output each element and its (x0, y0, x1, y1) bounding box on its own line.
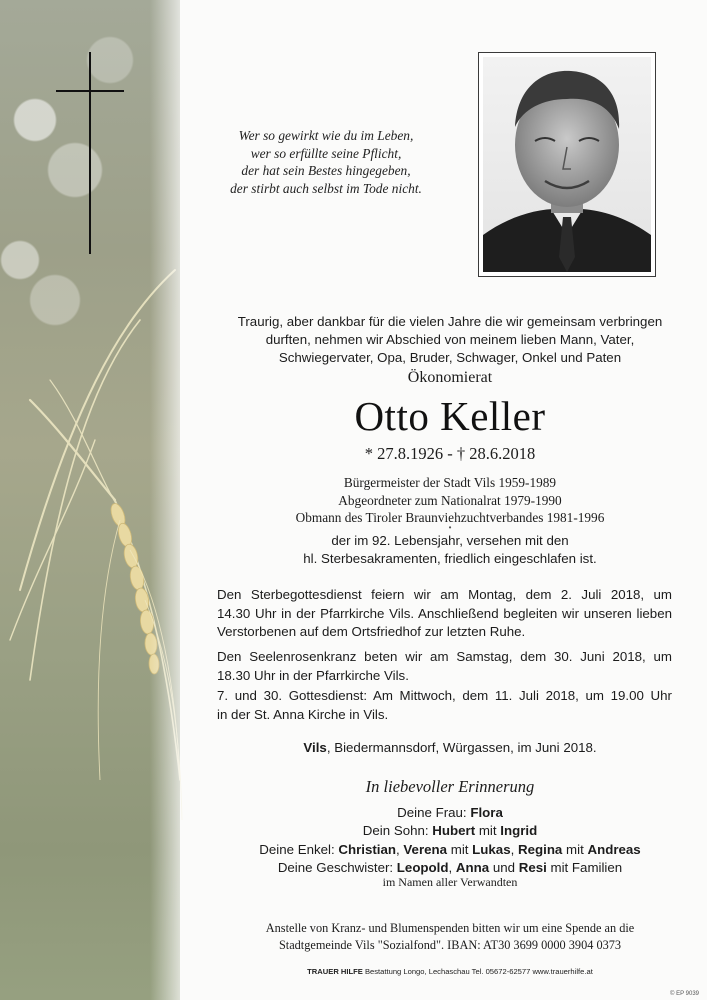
honorary-title: Ökonomierat (407, 369, 493, 386)
rosary-paragraph (217, 648, 672, 685)
verse-line: wer so erfüllte seine Pflicht, (250, 145, 402, 161)
paragraph-line: Den Sterbegottesdienst feiern wir am Montag, dem 2. Juli 2018, um (217, 587, 672, 602)
paragraph-line: Den Seelenrosenkranz beten wir am Samstag, dem 30. Juni 2018, um (217, 649, 672, 664)
footer-text: Bestattung Longo, Lechaschau Tel. 05672-62577 www.trauerhilfe.at (362, 967, 593, 976)
office-line: Abgeordneter zum Nationalrat 1979-1990 (338, 492, 562, 508)
place-town: Vils (303, 740, 327, 755)
paragraph-line: in der St. Anna Kirche in Vils. (217, 706, 389, 722)
family-siblings: Deine Geschwister: Leopold, Anna und Resi mit Familien (277, 859, 623, 875)
memorial-verse (190, 127, 462, 197)
passing-line: der im 92. Lebensjahr, versehen mit den (331, 533, 569, 548)
place-rest: , Biedermannsdorf, Würgassen, im Juni 2018. (326, 740, 597, 755)
family-wife: Deine Frau: Flora (397, 805, 503, 820)
intro-text (210, 313, 690, 367)
office-line: Obmann des Tiroler Braunviehzuchtverbandes 1981-1996 (295, 510, 605, 525)
print-code: © EP 9039 (670, 991, 699, 997)
paragraph-line: Verstorbenen auf dem Ortsfriedhof zur letzten Ruhe. (217, 624, 526, 640)
separator-dot: • (448, 523, 452, 532)
passing-line: hl. Sterbesakramenten, friedlich eingeschlafen ist. (303, 551, 597, 566)
paragraph-line: 18.30 Uhr in der Pfarrkirche Vils. (217, 667, 409, 683)
funeral-service-paragraph (217, 586, 672, 642)
family-grandchildren: Deine Enkel: Christian, Verena mit Lukas, Regina mit Andreas (259, 841, 641, 857)
intro-line: Schwiegervater, Opa, Bruder, Schwager, Onkel und Paten (278, 350, 622, 365)
verse-line: der stirbt auch selbst im Tode nicht. (230, 180, 422, 196)
paragraph-line: 14.30 Uhr in der Pfarrkirche Vils. Anschließend begleiten wir unseren lieben (217, 605, 672, 621)
passing-text (210, 532, 690, 568)
cross-icon (56, 52, 124, 254)
relatives-note: im Namen aller Verwandten (382, 875, 518, 889)
donation-line: Stadtgemeinde Vils "Sozialfond". IBAN: AT30 3699 0000 3904 0373 (278, 937, 622, 952)
life-dates: * 27.8.1926 - † 28.6.2018 (364, 444, 536, 463)
intro-line: durften, nehmen wir Abschied von meinem lieben Mann, Vater, (265, 332, 635, 347)
donation-note (210, 920, 690, 953)
deceased-name: Otto Keller (354, 393, 546, 439)
funeral-home-footer (210, 967, 690, 976)
memory-heading: In liebevoller Erinnerung (365, 777, 535, 796)
office-line: Bürgermeister der Stadt Vils 1959-1989 (343, 475, 557, 490)
footer-brand: TRAUER HILFE (307, 967, 363, 976)
family-son: Dein Sohn: Hubert mit Ingrid (362, 823, 538, 839)
intro-line: Traurig, aber dankbar für die vielen Jahre die wir gemeinsam verbringen (237, 314, 663, 329)
portrait-frame (478, 52, 656, 277)
donation-line: Anstelle von Kranz- und Blumenspenden bitten wir um eine Spende an die (265, 921, 635, 935)
family-list (210, 804, 690, 877)
paragraph-line: 7. und 30. Gottesdienst: Am Mittwoch, dem 11. Juli 2018, um 19.00 Uhr (217, 688, 672, 703)
verse-line: der hat sein Bestes hingegeben, (241, 163, 411, 178)
verse-line: Wer so gewirkt wie du im Leben, (238, 128, 414, 143)
portrait-photo (483, 57, 651, 272)
place-and-date (210, 740, 690, 755)
memorial-mass-paragraph (217, 687, 672, 724)
offices-list (210, 474, 690, 527)
